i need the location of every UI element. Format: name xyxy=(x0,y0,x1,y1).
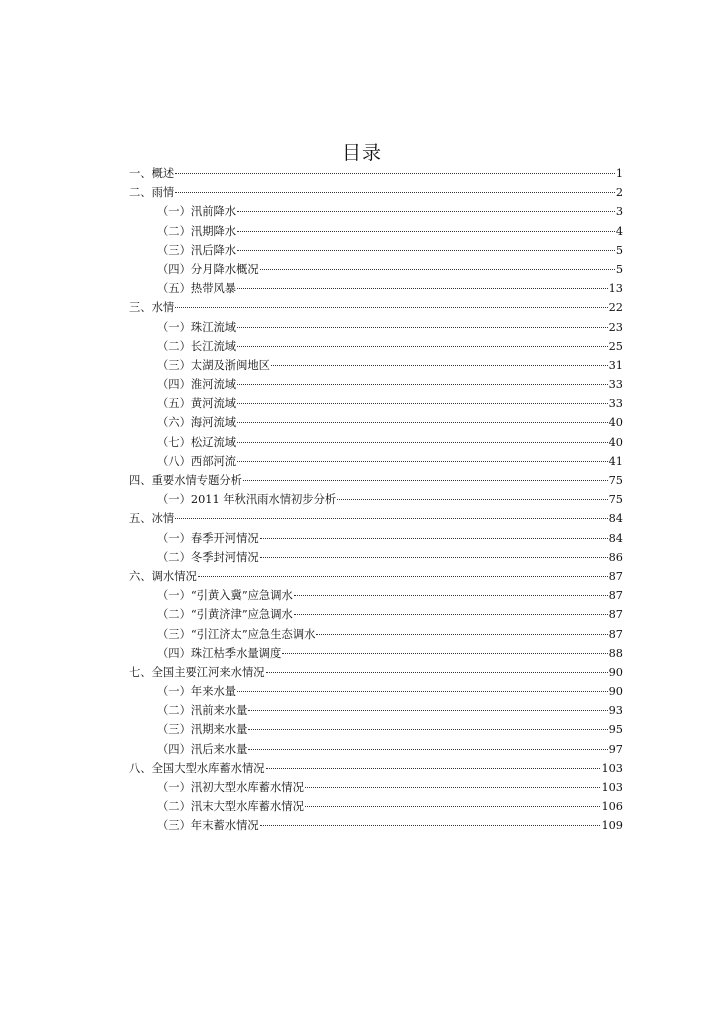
toc-entry-label: （一）2011 年秋汛雨水情初步分析 xyxy=(157,493,337,507)
toc-entry-label: （二）“引黄济津”应急调水 xyxy=(157,608,293,622)
toc-subsection-entry[interactable] xyxy=(129,605,623,624)
toc-title: 目录 xyxy=(341,142,382,164)
toc-subsection-entry[interactable] xyxy=(129,279,623,298)
toc-dot-leader xyxy=(175,192,615,193)
toc-entry-label: （六）海河流域 xyxy=(157,416,237,430)
toc-page-number: 5 xyxy=(615,262,623,276)
toc-entry-label: （二）汛期降水 xyxy=(157,224,237,238)
toc-entry-label: 七、全国主要江河来水情况 xyxy=(129,665,265,679)
toc-dot-leader xyxy=(237,384,608,385)
toc-page-number: 95 xyxy=(608,723,623,737)
toc-section-entry[interactable] xyxy=(129,759,623,778)
toc-entry-label: （一）汛前降水 xyxy=(157,205,237,219)
toc-dot-leader xyxy=(260,269,615,270)
toc-page-number: 90 xyxy=(608,665,623,679)
toc-dot-leader xyxy=(237,422,608,423)
toc-entry-label: （三）年末蓄水情况 xyxy=(157,819,259,833)
toc-page-number: 3 xyxy=(615,205,623,219)
toc-entry-label: （八）西部河流 xyxy=(157,454,237,468)
toc-dot-leader xyxy=(260,538,608,539)
toc-dot-leader xyxy=(260,557,608,558)
toc-page-number: 33 xyxy=(608,397,623,411)
toc-subsection-entry[interactable] xyxy=(129,625,623,644)
toc-page-number: 33 xyxy=(608,378,623,392)
toc-dot-leader xyxy=(248,729,607,730)
toc-page-number: 40 xyxy=(608,416,623,430)
toc-entry-label: （一）珠江流域 xyxy=(157,320,237,334)
toc-dot-leader xyxy=(260,825,601,826)
toc-page-number: 75 xyxy=(608,493,623,507)
toc-entry-label: 二、雨情 xyxy=(129,186,175,200)
toc-subsection-entry[interactable] xyxy=(129,356,623,375)
toc-page-number: 103 xyxy=(601,761,623,775)
toc-entry-label: （三）“引江济太”应急生态调水 xyxy=(157,627,316,641)
toc-subsection-entry[interactable] xyxy=(129,701,623,720)
toc-subsection-entry[interactable] xyxy=(129,720,623,739)
toc-page-number: 41 xyxy=(608,454,623,468)
toc-entry-label: （四）淮河流域 xyxy=(157,378,237,392)
toc-subsection-entry[interactable] xyxy=(129,260,623,279)
toc-dot-leader xyxy=(266,768,601,769)
toc-entry-label: 四、重要水情专题分析 xyxy=(129,474,242,487)
toc-page-number: 84 xyxy=(608,531,623,545)
toc-page-number: 87 xyxy=(608,569,623,583)
toc-subsection-entry[interactable] xyxy=(129,644,623,663)
toc-subsection-entry[interactable] xyxy=(129,433,623,452)
toc-page-number: 87 xyxy=(608,589,623,603)
toc-dot-leader xyxy=(198,576,608,577)
toc-dot-leader xyxy=(305,787,601,788)
toc-page-number: 1 xyxy=(615,167,623,180)
toc-subsection-entry[interactable] xyxy=(129,797,623,816)
toc-dot-leader xyxy=(237,288,608,289)
toc-section-entry[interactable] xyxy=(129,298,623,317)
toc-entry-label: （四）分月降水概况 xyxy=(157,262,259,276)
toc-page-number: 103 xyxy=(601,781,623,794)
toc-page-number: 97 xyxy=(608,742,623,756)
toc-dot-leader xyxy=(282,653,607,654)
toc-page-number: 87 xyxy=(608,608,623,622)
toc-page-number: 13 xyxy=(608,282,623,296)
toc-subsection-entry[interactable] xyxy=(129,682,623,701)
toc-page-number: 23 xyxy=(608,320,623,334)
toc-dot-leader xyxy=(237,346,608,347)
toc-page-number: 5 xyxy=(615,243,623,257)
toc-page-number: 84 xyxy=(608,512,623,526)
toc-dot-leader xyxy=(237,461,608,462)
toc-section-entry[interactable] xyxy=(129,164,623,183)
toc-dot-leader xyxy=(271,365,608,366)
toc-page-number: 4 xyxy=(615,224,623,238)
toc-subsection-entry[interactable] xyxy=(129,337,623,356)
toc-dot-leader xyxy=(243,480,608,481)
toc-subsection-entry[interactable] xyxy=(129,413,623,432)
toc-subsection-entry[interactable] xyxy=(129,816,623,835)
toc-dot-leader xyxy=(266,672,608,673)
toc-dot-leader xyxy=(294,614,608,615)
toc-dot-leader xyxy=(294,595,608,596)
toc-subsection-entry[interactable] xyxy=(129,318,623,337)
toc-entry-label: （五）黄河流域 xyxy=(157,397,237,411)
toc-entry-label: 三、水情 xyxy=(129,301,175,315)
toc-subsection-entry[interactable] xyxy=(129,740,623,759)
toc-page-number: 31 xyxy=(608,358,623,372)
table-of-contents xyxy=(129,164,623,836)
toc-page-number: 75 xyxy=(608,474,623,487)
toc-entry-label: （一）“引黄入冀”应急调水 xyxy=(157,589,293,603)
toc-entry-label: （二）长江流域 xyxy=(157,339,237,353)
toc-section-entry[interactable] xyxy=(129,567,623,586)
toc-page-number: 87 xyxy=(608,627,623,641)
toc-dot-leader xyxy=(237,231,615,232)
toc-subsection-entry[interactable] xyxy=(129,394,623,413)
toc-dot-leader xyxy=(175,307,607,308)
toc-dot-leader xyxy=(237,250,615,251)
toc-page-number: 86 xyxy=(608,550,623,564)
toc-entry-label: （三）汛期来水量 xyxy=(157,723,248,737)
toc-subsection-entry[interactable] xyxy=(129,586,623,605)
toc-dot-leader xyxy=(175,173,615,174)
toc-page-number: 40 xyxy=(608,435,623,449)
toc-section-entry[interactable] xyxy=(129,183,623,202)
toc-dot-leader xyxy=(237,442,608,443)
toc-entry-label: （二）冬季封河情况 xyxy=(157,550,259,564)
toc-subsection-entry[interactable] xyxy=(129,452,623,471)
toc-entry-label: （二）汛末大型水库蓄水情况 xyxy=(157,800,304,814)
toc-subsection-entry[interactable] xyxy=(129,529,623,548)
toc-page-number: 90 xyxy=(608,685,623,699)
toc-section-entry[interactable] xyxy=(129,509,623,528)
toc-page-number: 2 xyxy=(615,186,623,200)
toc-dot-leader xyxy=(237,403,608,404)
toc-subsection-entry[interactable] xyxy=(129,202,623,221)
toc-entry-label: 一、概述 xyxy=(129,167,175,180)
toc-entry-label: （一）年来水量 xyxy=(157,685,237,699)
toc-entry-label: （三）太湖及浙闽地区 xyxy=(157,358,270,372)
toc-subsection-entry[interactable] xyxy=(129,222,623,241)
toc-subsection-entry[interactable] xyxy=(129,778,623,797)
toc-entry-label: （五）热带风暴 xyxy=(157,282,237,296)
toc-dot-leader xyxy=(175,518,607,519)
toc-subsection-entry[interactable] xyxy=(129,375,623,394)
toc-entry-label: （一）汛初大型水库蓄水情况 xyxy=(157,781,304,794)
toc-dot-leader xyxy=(316,634,607,635)
toc-section-entry[interactable] xyxy=(129,663,623,682)
toc-section-entry[interactable] xyxy=(129,471,623,490)
toc-page-number: 22 xyxy=(608,301,623,315)
toc-entry-label: 五、冰情 xyxy=(129,512,175,526)
toc-dot-leader xyxy=(248,749,607,750)
toc-entry-label: （二）汛前来水量 xyxy=(157,704,248,718)
toc-page-number: 88 xyxy=(608,646,623,660)
toc-dot-leader xyxy=(337,499,607,500)
toc-entry-label: 六、调水情况 xyxy=(129,569,197,583)
toc-dot-leader xyxy=(237,211,615,212)
toc-page-number: 93 xyxy=(608,704,623,718)
toc-page-number: 25 xyxy=(608,339,623,353)
toc-dot-leader xyxy=(237,691,608,692)
toc-entry-label: （七）松辽流域 xyxy=(157,435,237,449)
toc-entry-label: （四）珠江枯季水量调度 xyxy=(157,646,282,660)
toc-entry-label: （一）春季开河情况 xyxy=(157,531,259,545)
toc-subsection-entry[interactable] xyxy=(129,548,623,567)
toc-entry-label: （四）汛后来水量 xyxy=(157,742,248,756)
toc-dot-leader xyxy=(248,710,607,711)
toc-entry-label: （三）汛后降水 xyxy=(157,243,237,257)
toc-page-number: 106 xyxy=(601,800,623,814)
toc-page-number: 109 xyxy=(601,819,623,833)
toc-subsection-entry[interactable] xyxy=(129,241,623,260)
toc-subsection-entry[interactable] xyxy=(129,490,623,509)
toc-dot-leader xyxy=(237,327,608,328)
toc-dot-leader xyxy=(305,806,601,807)
toc-entry-label: 八、全国大型水库蓄水情况 xyxy=(129,761,265,775)
